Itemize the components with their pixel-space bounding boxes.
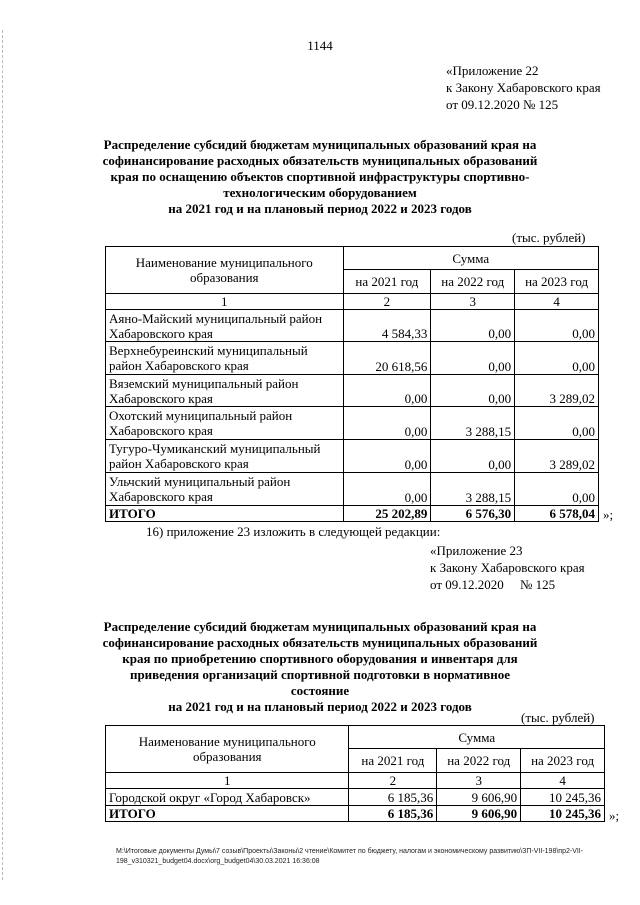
total-2021: 6 185,36	[349, 806, 437, 822]
table-row: Городской округ «Город Хабаровск» 6 185,36 9 606,90 10 245,36	[106, 789, 605, 806]
heading-line: Распределение субсидий бюджетам муниципальных образований края на	[103, 619, 537, 634]
total-2022: 9 606,90	[437, 806, 521, 822]
col-number: 4	[515, 294, 599, 310]
annex-title: «Приложение 22	[446, 63, 539, 78]
col-number: 3	[437, 773, 521, 789]
total-2021: 25 202,89	[343, 506, 431, 522]
table-row: Охотский муниципальный район Хабаровского края 0,00 3 288,15 0,00	[106, 407, 599, 440]
header-sum: Сумма	[343, 247, 599, 270]
table-row: Верхнебуреинский муниципальный район Хабаровского края 20 618,56 0,00 0,00	[106, 342, 599, 375]
annex-law: к Закону Хабаровского края	[446, 80, 601, 95]
col-number: 2	[349, 773, 437, 789]
header-name-cell: Наименование муниципального образования	[106, 726, 349, 773]
subsidy-table-1	[105, 246, 599, 522]
heading-line: края по приобретению спортивного оборудования и инвентаря для	[122, 651, 518, 666]
table-row: Тугуро-Чумиканский муниципальный район Хабаровского края 0,00 0,00 3 289,02	[106, 440, 599, 473]
scan-margin-marks	[2, 30, 7, 880]
heading-line: технологическим оборудованием	[223, 185, 417, 200]
total-2023: 10 245,36	[521, 806, 605, 822]
header-2021: на 2021 год	[349, 749, 437, 773]
heading-line: софинансирование расходных обязательств муниципальных образований	[102, 635, 538, 650]
header-sum: Сумма	[349, 726, 605, 749]
heading-line: Распределение субсидий бюджетам муниципальных образований края на	[103, 137, 537, 152]
col-number: 3	[431, 294, 515, 310]
heading-line: на 2021 год и на плановый период 2022 и 2023 годов	[168, 201, 472, 216]
units-label: (тыс. рублей)	[521, 710, 595, 725]
total-2022: 6 576,30	[431, 506, 515, 522]
table-row: Ульчский муниципальный район Хабаровского края 0,00 3 288,15 0,00	[106, 473, 599, 506]
table2-heading	[100, 619, 540, 715]
subsidy-table-2	[105, 725, 605, 822]
total-label: ИТОГО	[106, 506, 344, 522]
col-number: 1	[106, 294, 344, 310]
units-label: (тыс. рублей)	[512, 230, 586, 245]
annex-date: от 09.12.2020 № 125	[446, 97, 559, 112]
table-row: Аяно-Майский муниципальный район Хабаровского края 4 584,33 0,00 0,00	[106, 310, 599, 342]
table1-heading	[100, 137, 540, 217]
heading-line: на 2021 год и на плановый период 2022 и 2023 годов	[168, 699, 472, 714]
heading-line: края по оснащению объектов спортивной инфраструктуры спортивно-	[110, 169, 530, 184]
header-2022: на 2022 год	[437, 749, 521, 773]
closing-quote: »;	[609, 808, 620, 823]
table-row: Вяземский муниципальный район Хабаровского края 0,00 0,00 3 289,02	[106, 375, 599, 407]
total-2023: 6 578,04	[515, 506, 599, 522]
annex-title: «Приложение 23	[430, 543, 523, 558]
total-label: ИТОГО	[106, 806, 349, 822]
page-number: 1144	[307, 38, 333, 53]
amendment-instruction: 16) приложение 23 изложить в следующей редакции:	[146, 524, 441, 539]
annex-date: от 09.12.2020 № 125	[430, 577, 556, 592]
header-2021: на 2021 год	[343, 270, 431, 294]
heading-line: софинансирование расходных обязательств муниципальных образований	[102, 153, 538, 168]
header-2022: на 2022 год	[431, 270, 515, 294]
annex-22-header	[446, 62, 601, 113]
heading-line: приведения организаций спортивной подготовки в нормативное состояние	[129, 667, 511, 698]
col-number: 2	[343, 294, 431, 310]
file-path-footer: M:\Итоговые документы Думы\7 созыв\Проекты\Законы\2 чтение\Комитет по бюджету, налогам и экономическому развитию\ЗП-VII-198\пр2-VII- 198_v310321_budget04.docx\org_budget04\30.03.2021 16:36:08	[116, 848, 584, 865]
header-name-cell: Наименование муниципального образования	[106, 247, 344, 294]
total-row	[106, 506, 599, 522]
annex-law: к Закону Хабаровского края	[430, 560, 585, 575]
header-2023: на 2023 год	[515, 270, 599, 294]
header-2023: на 2023 год	[521, 749, 605, 773]
annex-23-header	[430, 542, 585, 593]
col-number: 1	[106, 773, 349, 789]
closing-quote: »;	[603, 507, 614, 522]
total-row	[106, 806, 605, 822]
col-number: 4	[521, 773, 605, 789]
